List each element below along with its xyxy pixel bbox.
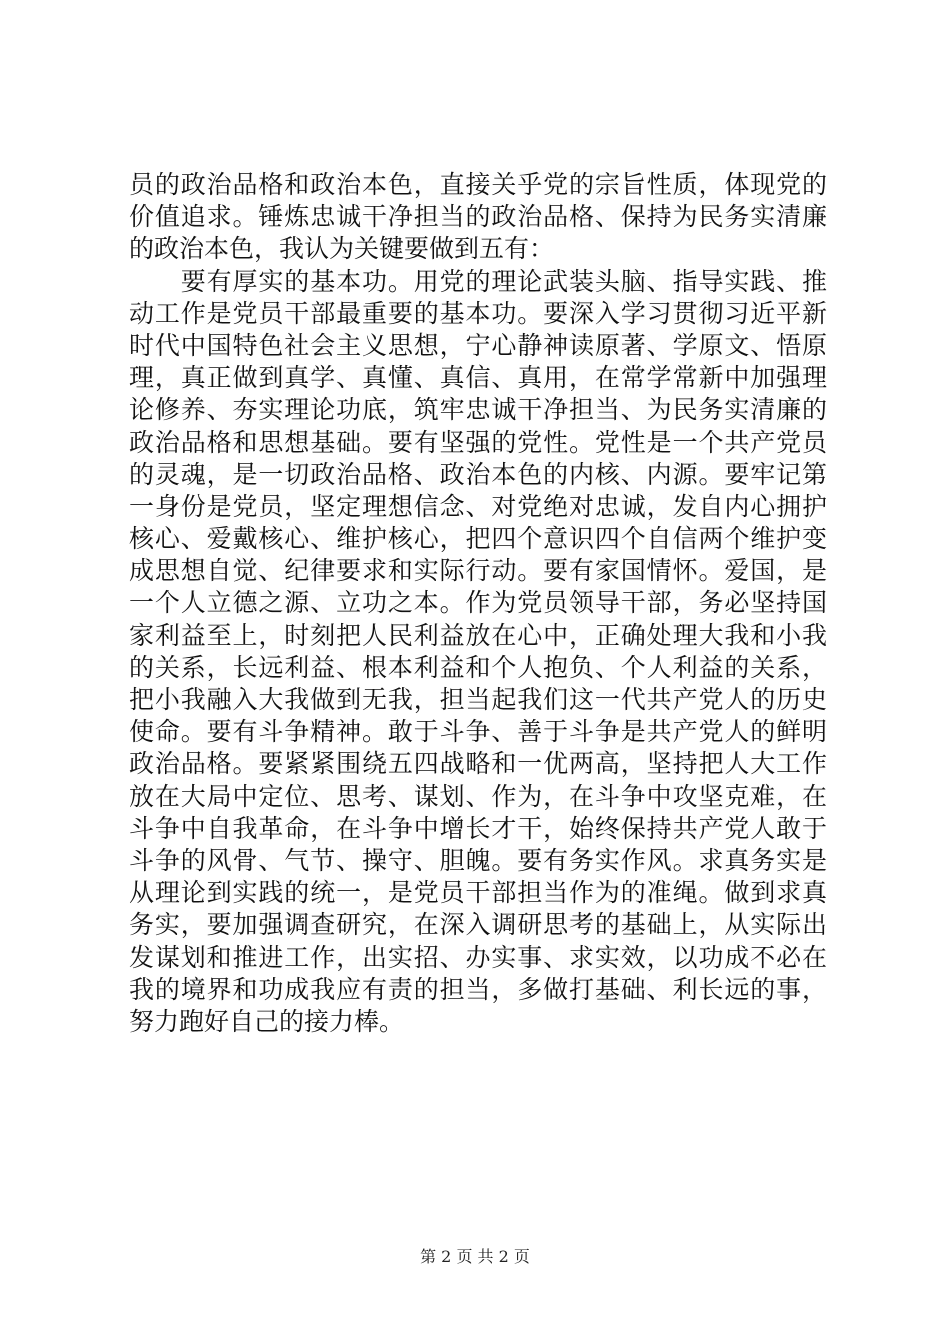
text-line: 的灵魂，是一切政治品格、政治本色的内核、内源。要牢记第: [129, 459, 827, 489]
text-line: 一个人立德之源、立功之本。作为党员领导干部，务必坚持国: [129, 588, 827, 618]
text-line: 政治品格和思想基础。要有坚强的党性。党性是一个共产党员: [129, 427, 827, 457]
page-number-footer: 第 2 页 共 2 页: [420, 1247, 530, 1266]
text-line: 斗争中自我革命，在斗争中增长才干，始终保持共产党人敢于: [129, 813, 827, 843]
text-line: 发谋划和推进工作，出实招、办实事、求实效，以功成不必在: [129, 942, 827, 972]
text-line: 员的政治品格和政治本色，直接关乎党的宗旨性质，体现党的: [129, 170, 827, 199]
text-line: 一身份是党员，坚定理想信念、对党绝对忠诚，发自内心拥护: [129, 491, 827, 521]
text-line: 努力跑好自己的接力棒。: [129, 1006, 405, 1036]
text-line: 放在大局中定位、思考、谋划、作为，在斗争中攻坚克难，在: [129, 781, 827, 811]
text-line: 价值追求。锤炼忠诚干净担当的政治品格、保持为民务实清廉: [129, 202, 827, 232]
text-line: 成思想自觉、纪律要求和实际行动。要有家国情怀。爱国，是: [129, 556, 827, 586]
text-line: 使命。要有斗争精神。敢于斗争、善于斗争是共产党人的鲜明: [129, 717, 827, 747]
text-line: 务实，要加强调查研究，在深入调研思考的基础上，从实际出: [129, 910, 827, 940]
text-line: 从理论到实践的统一，是党员干部担当作为的准绳。做到求真: [129, 878, 827, 908]
body-text: [129, 169, 827, 1038]
text-line: 时代中国特色社会主义思想，宁心静神读原著、学原文、悟原: [129, 330, 827, 360]
text-line: 的政治本色，我认为关键要做到五有：: [129, 234, 555, 264]
text-line: 理，真正做到真学、真懂、真信、真用，在常学常新中加强理: [129, 363, 827, 393]
text-line: 核心、爱戴核心、维护核心，把四个意识四个自信两个维护变: [129, 524, 827, 554]
text-line: 把小我融入大我做到无我，担当起我们这一代共产党人的历史: [129, 685, 827, 714]
text-line: 家利益至上，时刻把人民利益放在心中，正确处理大我和小我: [129, 620, 827, 650]
text-line: 论修养、夯实理论功底，筑牢忠诚干净担当、为民务实清廉的: [129, 395, 827, 425]
text-line: 政治品格。要紧紧围绕五四战略和一优两高，坚持把人大工作: [129, 749, 827, 779]
text-line: 斗争的风骨、气节、操守、胆魄。要有务实作风。求真务实是: [129, 845, 827, 875]
paragraph-first-line: 要有厚实的基本功。用党的理论武装头脑、指导实践、推: [129, 266, 827, 296]
text-line: 我的境界和功成我应有责的担当，多做打基础、利长远的事，: [129, 974, 827, 1004]
text-line: 动工作是党员干部最重要的基本功。要深入学习贯彻习近平新: [129, 298, 827, 328]
text-line: 的关系，长远利益、根本利益和个人抱负、个人利益的关系，: [129, 652, 827, 682]
